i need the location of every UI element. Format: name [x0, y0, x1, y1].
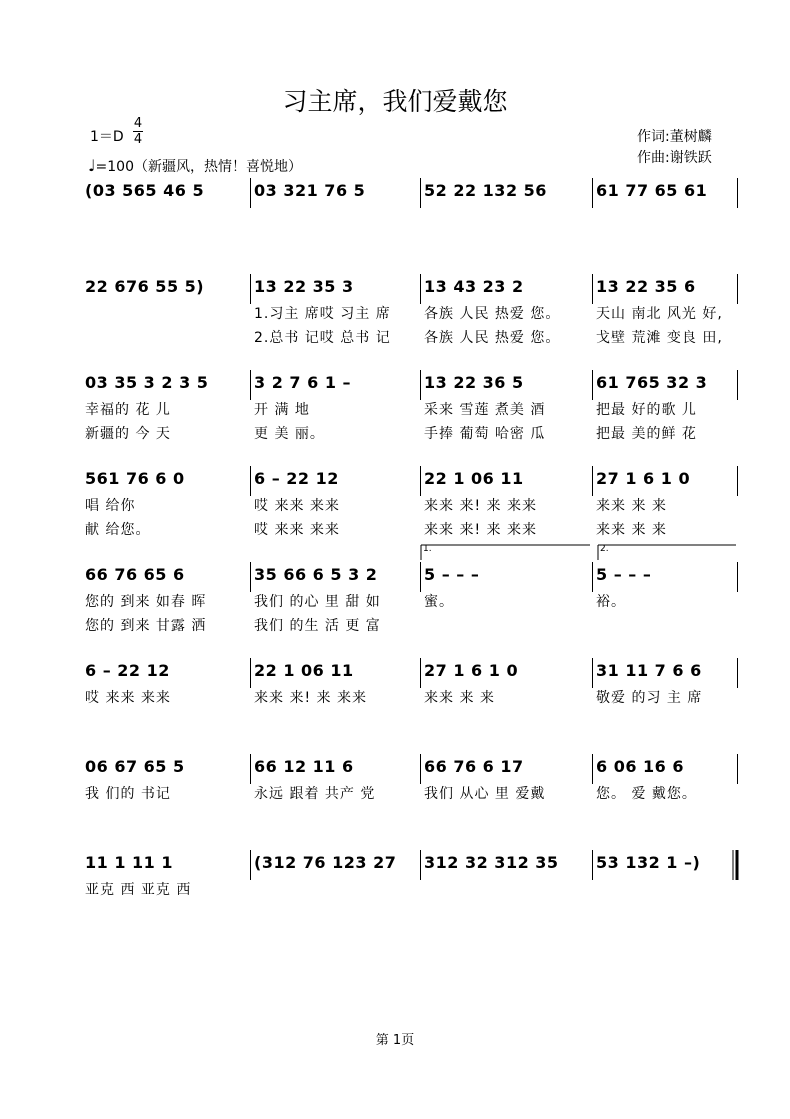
measure-notes: 13 22 35 6 — [596, 277, 696, 296]
measure-notes: 03 321 76 5 — [254, 181, 366, 200]
measure-notes: 52 22 132 56 — [424, 181, 547, 200]
measure-notes: 312 32 312 35 — [424, 853, 559, 872]
lyric-verse-2: 我们 的生 活 更 富 — [254, 618, 381, 634]
measure-notes: 53 132 1 –) — [596, 853, 701, 872]
lyric-verse-1: 您的 到来 如春 晖 — [85, 594, 207, 610]
lyric-verse-2: 献 给您。 — [85, 522, 151, 538]
lyric-verse-1: 天山 南北 风光 好, — [596, 306, 723, 322]
lyric-verse-2: 手捧 葡萄 哈密 瓜 — [424, 426, 546, 442]
lyric-verse-2: 新疆的 今 天 — [85, 426, 171, 442]
lyric-verse-1: 哎 来来 来来 — [85, 690, 171, 706]
volta-2-label: 2. — [600, 544, 609, 554]
measure-notes: 22 1 06 11 — [254, 661, 354, 680]
measure-notes: 35 66 6 5 3 2 — [254, 565, 378, 584]
volta-2-bracket — [598, 545, 736, 560]
lyric-verse-1: 来来 来 来 — [596, 498, 667, 514]
measure-notes: 13 22 35 3 — [254, 277, 354, 296]
measure-notes: 3 2 7 6 1 – — [254, 373, 352, 392]
measure-notes: 61 77 65 61 — [596, 181, 708, 200]
composer-credit: 作曲:谢铁跃 — [637, 150, 712, 166]
measure-notes: 27 1 6 1 0 — [424, 661, 519, 680]
lyric-verse-2: 来来 来 来 — [596, 522, 667, 538]
measure-notes: 66 12 11 6 — [254, 757, 354, 776]
measure-notes: 11 1 11 1 — [85, 853, 174, 872]
measure-notes: 5 – – – — [424, 565, 480, 584]
lyric-verse-1: 1.习主 席哎 习主 席 — [254, 306, 391, 322]
tempo-text: =100（新疆风，热情！喜悦地） — [95, 159, 302, 175]
lyric-verse-2: 您的 到来 甘露 洒 — [85, 618, 207, 634]
lyric-verse-2: 把最 美的鲜 花 — [596, 426, 697, 442]
lyric-verse-2: 各族 人民 热爱 您。 — [424, 330, 561, 346]
measure-notes: 66 76 6 17 — [424, 757, 524, 776]
lyric-verse-1: 蜜。 — [424, 594, 454, 610]
lyric-verse-2: 来来 来! 来 来来 — [424, 522, 537, 538]
final-barline — [733, 850, 737, 880]
lyric-verse-1: 裕。 — [596, 594, 626, 610]
lyric-verse-1: 永远 跟着 共产 党 — [254, 786, 376, 802]
measure-notes: 06 67 65 5 — [85, 757, 185, 776]
lyric-verse-2: 2.总书 记哎 总书 记 — [254, 330, 391, 346]
volta-1-bracket — [421, 545, 590, 560]
lyric-verse-1: 我们 从心 里 爱戴 — [424, 786, 546, 802]
lyric-verse-1: 您。 爱 戴您。 — [596, 786, 697, 802]
lyric-verse-1: 开 满 地 — [254, 402, 310, 418]
measure-notes: 13 43 23 2 — [424, 277, 524, 296]
lyric-verse-1: 我们 的心 里 甜 如 — [254, 594, 381, 610]
volta-1-label: 1. — [423, 544, 432, 554]
lyric-verse-1: 敬爱 的习 主 席 — [596, 690, 703, 706]
lyric-verse-1: 唱 给你 — [85, 498, 136, 514]
measure-notes: 61 765 32 3 — [596, 373, 708, 392]
lyric-verse-2: 哎 来来 来来 — [254, 522, 340, 538]
lyric-verse-2: 戈壁 荒滩 变良 田, — [596, 330, 723, 346]
lyric-verse-1: 哎 来来 来来 — [254, 498, 340, 514]
measure-notes: (312 76 123 27 — [254, 853, 397, 872]
measure-notes: 5 – – – — [596, 565, 652, 584]
lyric-verse-1: 来来 来! 来 来来 — [424, 498, 537, 514]
measure-notes: 22 1 06 11 — [424, 469, 524, 488]
measure-notes: 22 676 55 5) — [85, 277, 205, 296]
lyricist-credit: 作词:董树麟 — [637, 129, 712, 145]
measure-notes: 27 1 6 1 0 — [596, 469, 691, 488]
lyric-verse-1: 采来 雪莲 煮美 酒 — [424, 402, 546, 418]
time-signature-top: 4 — [133, 116, 143, 131]
lyric-verse-1: 把最 好的歌 儿 — [596, 402, 697, 418]
lyric-verse-1: 来来 来 来 — [424, 690, 495, 706]
measure-notes: 6 – 22 12 — [85, 661, 170, 680]
page-number: 第 1页 — [375, 1033, 415, 1048]
lyric-verse-1: 各族 人民 热爱 您。 — [424, 306, 561, 322]
measure-notes: 561 76 6 0 — [85, 469, 185, 488]
measure-notes: 66 76 65 6 — [85, 565, 185, 584]
time-signature-bottom: 4 — [133, 132, 143, 147]
quarter-note-icon: ♩ — [88, 156, 96, 175]
measure-notes: (03 565 46 5 — [85, 181, 205, 200]
measure-notes: 6 06 16 6 — [596, 757, 685, 776]
lyric-verse-1: 我 们的 书记 — [85, 786, 171, 802]
measure-notes: 03 35 3 2 3 5 — [85, 373, 209, 392]
measure-notes: 13 22 36 5 — [424, 373, 524, 392]
lyric-verse-2: 更 美 丽。 — [254, 426, 325, 442]
lyric-verse-1: 亚克 西 亚克 西 — [85, 882, 192, 898]
measure-notes: 6 – 22 12 — [254, 469, 339, 488]
lyric-verse-1: 来来 来! 来 来来 — [254, 690, 367, 706]
lyric-verse-1: 幸福的 花 儿 — [85, 402, 171, 418]
song-title: 习主席，我们爱戴您 — [282, 87, 508, 116]
key-signature: 1＝D — [90, 129, 124, 145]
measure-notes: 31 11 7 6 6 — [596, 661, 702, 680]
